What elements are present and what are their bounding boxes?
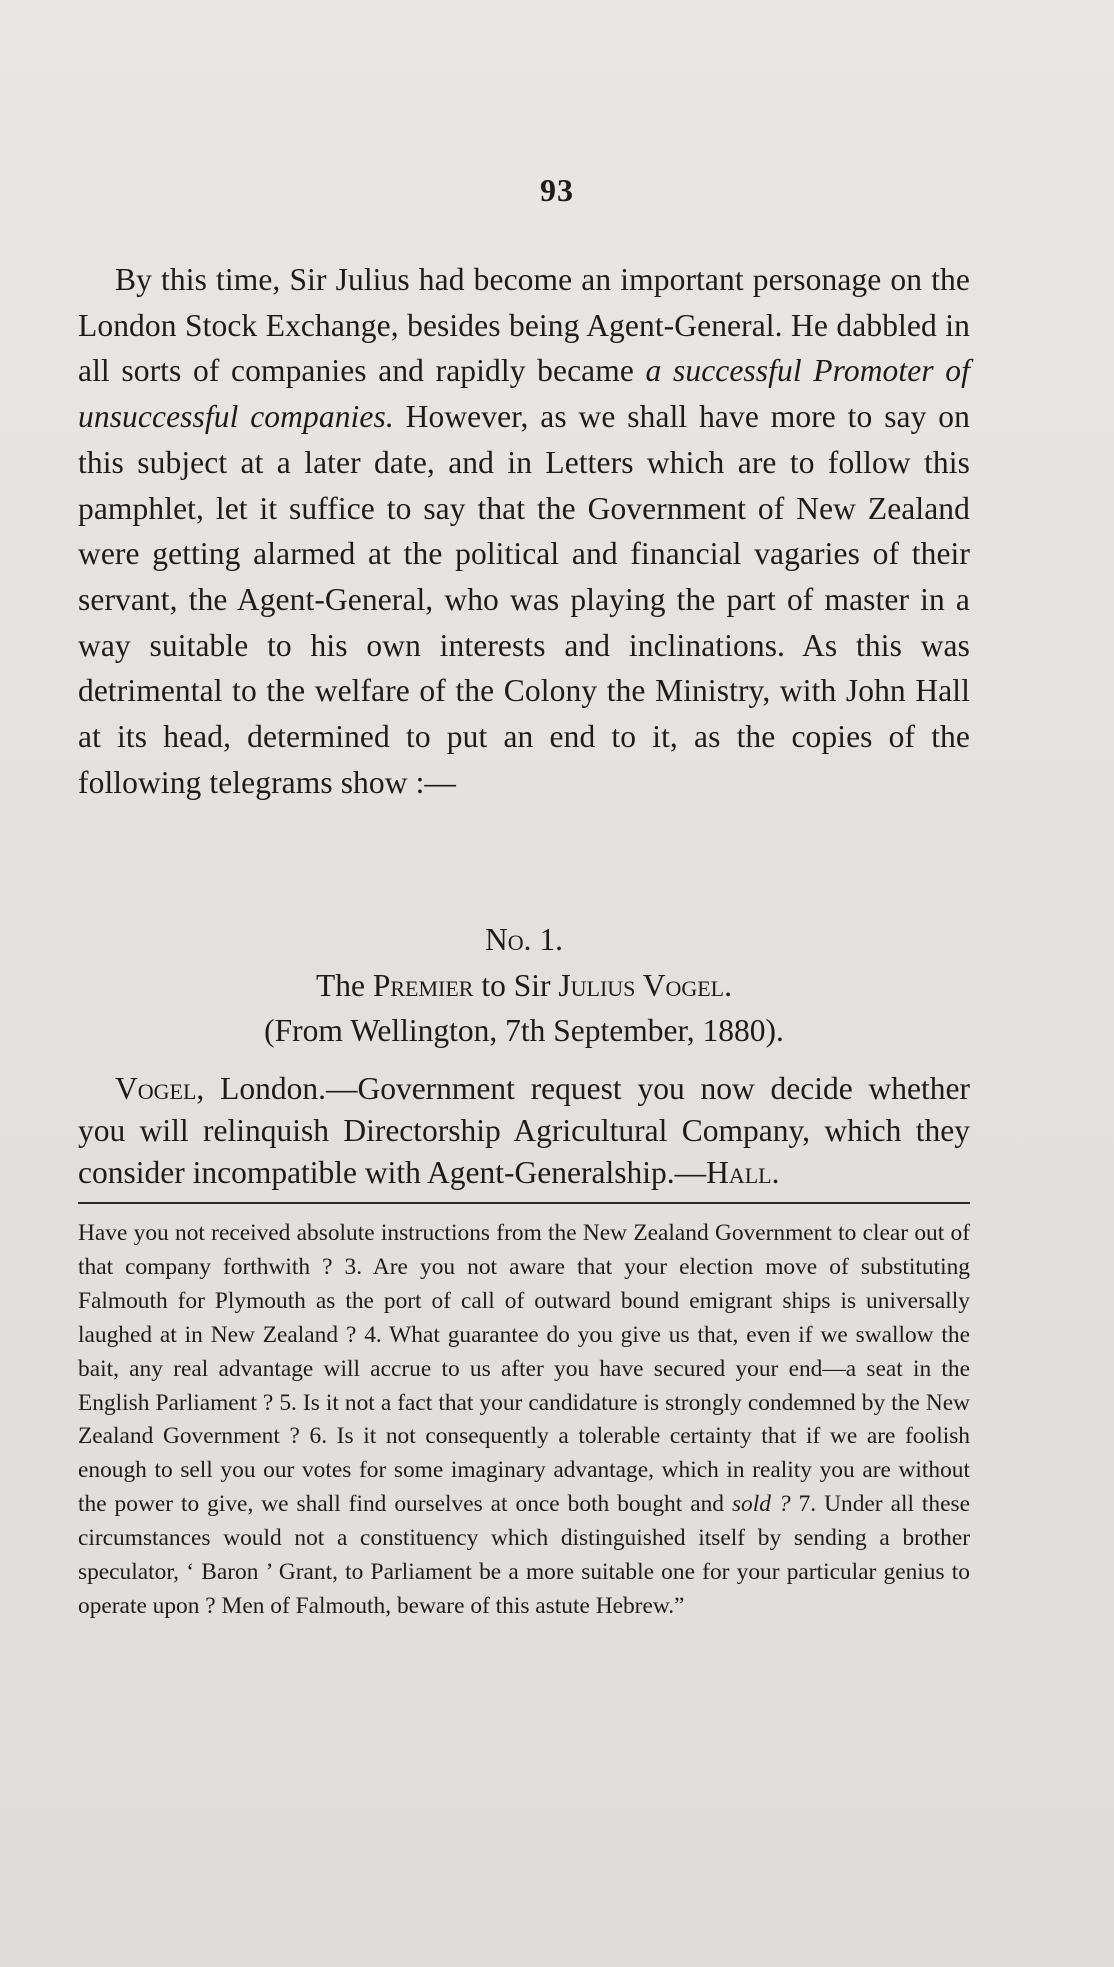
paragraph-italic: a successful Promoter of unsuccessful companies. (78, 353, 970, 435)
telegram-block (78, 917, 970, 1194)
main-paragraph (78, 257, 970, 805)
telegram-heading-mid: to Sir (473, 967, 559, 1003)
paragraph-text-2: However, as we shall have more to say on this subject at a later date, and in Letters which are to follow this pamphlet, let it suffice to say that the Government of New Zealand were getting alarmed at the political and financial vagaries of their servant, the Agent-General, who was playing the part of master in a way suitable to his own interests and inclinations. As this was detrimental to the welfare of the Colony the Ministry, with John Hall at its head, determined to put an end to it, as the copies of the following telegrams show :— (78, 399, 970, 800)
page-number: 93 (540, 172, 574, 208)
telegram-signature: Hall. (706, 1155, 780, 1191)
telegram-origin: (From Wellington, 7th September, 1880). (264, 1013, 784, 1049)
telegram-number: No. 1. (484, 922, 563, 957)
telegram-heading-name: Julius Vogel. (558, 967, 732, 1003)
telegram-heading-premier: Premier (372, 967, 474, 1003)
footnote (78, 1217, 970, 1624)
footnote-divider (78, 1202, 970, 1204)
telegram-heading-prefix: The (315, 967, 373, 1003)
footnote-text-1: Have you not received absolute instructions from the New Zealand Government to clear out of that company forthwith ? 3. Are you not aware that your election move of substituting Falmouth for Plymouth as the port of call of outward bound emigrant ships is universally laughed at in New Zealand ? 4. What guarantee do you give us that, even if we swallow the bait, any real advantage will accrue to us after you have secured your end—a seat in the English Parliament ? 5. Is it not a fact that your candidature is strongly condemned by the New Zealand Government ? 6. Is it not consequently a tolerable certainty that if we are foolish enough to sell you our votes for some imaginary advantage, which in reality you are without the power to give, we shall find ourselves at once both bought and (78, 1220, 970, 1518)
telegram-body (78, 1068, 970, 1194)
telegram-addressee: Vogel (115, 1071, 197, 1107)
telegram-heading (78, 963, 970, 1009)
telegram-body-text: , London.—Government request you now decide whether you will relinquish Directorship Agricultural Company, which they consider incompatible with Agent-Generalship.— (78, 1071, 970, 1191)
footnote-italic: sold ? (731, 1491, 791, 1518)
paragraph-text-1: By this time, Sir Julius had become an important personage on the London Stock Exchange, besides being Agent-General. He dabbled in all sorts of companies and rapidly became (78, 262, 970, 389)
footnote-text-2: 7. Under all these circumstances would not a constituency which distinguished itself by sending a brother speculator, ‘ Baron ’ Grant, to Parliament be a more suitable one for your particular genius to operate upon ? Men of Falmouth, beware of this astute Hebrew.” (78, 1491, 970, 1619)
